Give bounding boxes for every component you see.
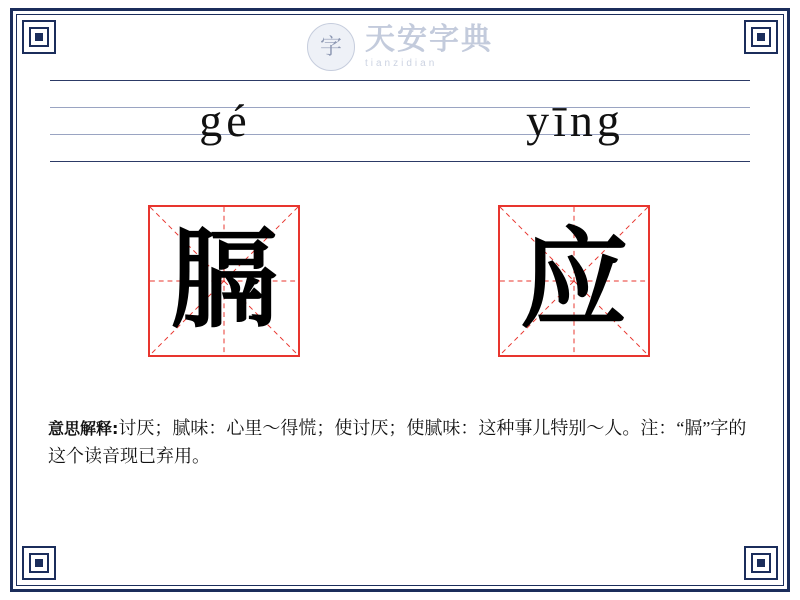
staff-line-4 [50,161,750,162]
character-glyph-2: 应 [519,218,628,343]
seal-circle-icon [307,23,355,71]
pinyin-staff [50,80,750,162]
pinyin-second: yīng [526,95,624,146]
brand-text [365,25,493,69]
definition-block [48,415,754,471]
corner-ornament-bottom-right [744,546,778,580]
pinyin-first: gé [199,95,251,146]
character-grid-1 [148,205,300,357]
brand-watermark [0,16,800,78]
brand-title: 天安字典 [365,23,493,56]
pinyin-cell-first [50,88,400,154]
pinyin-row [50,88,750,154]
pinyin-cell-second [400,88,750,154]
definition-text: 讨厌；腻味：心里～得慌；使讨厌；使腻味：这种事儿特别～人。注：“膈”字的这个读音现已弃用。 [48,418,747,466]
corner-ornament-bottom-left [22,546,56,580]
definition-label: 意思解释: [48,419,119,438]
logo-glyph: 字 [319,34,342,59]
brand-subtitle: tianzidian [365,58,438,69]
character-grids [0,205,800,360]
character-glyph-1: 膈 [169,218,278,343]
staff-line-1 [50,80,750,81]
character-grid-2 [498,205,650,357]
